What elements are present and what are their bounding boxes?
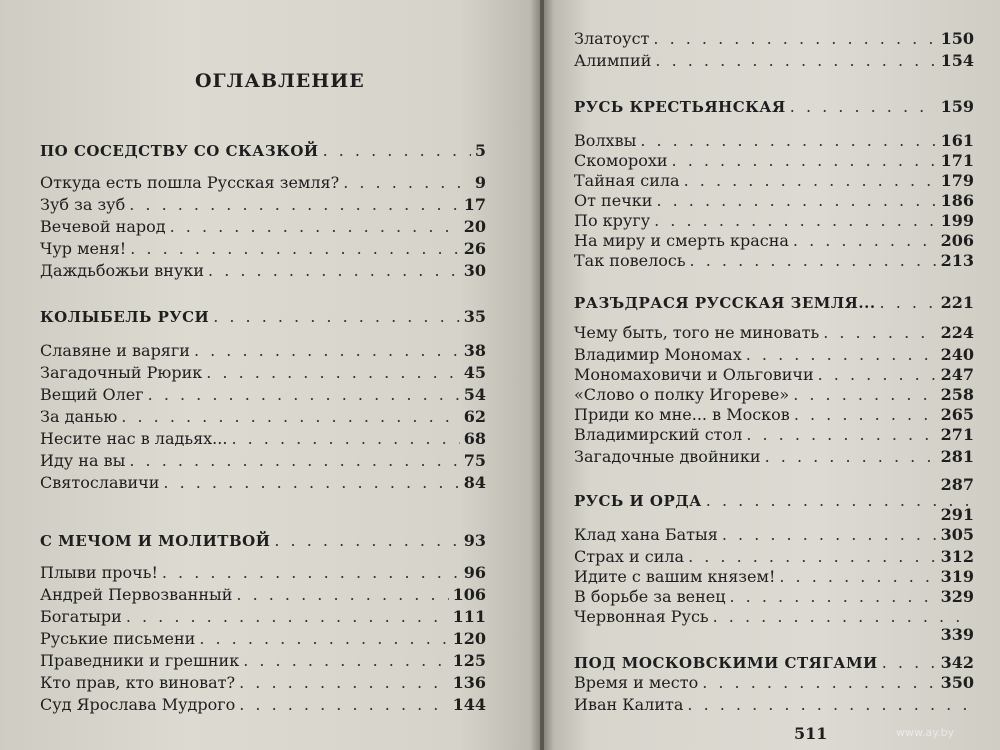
toc-entry-label: Суд Ярослава Мудрого bbox=[40, 695, 236, 714]
toc-section-row bbox=[574, 292, 974, 314]
toc-page-number: 9 bbox=[474, 173, 486, 192]
toc-entry-label: Славяне и варяги bbox=[40, 341, 190, 360]
toc-entry-row bbox=[574, 364, 974, 386]
toc-entry-label: Скоморохи bbox=[574, 151, 668, 170]
toc-entry-row bbox=[574, 28, 974, 50]
toc-entry-row bbox=[40, 584, 486, 606]
toc-entry-label: Святославичи bbox=[40, 473, 160, 492]
dot-leader bbox=[194, 340, 460, 362]
toc-page-number: 213 bbox=[940, 251, 974, 270]
toc-entry-label: Тайная сила bbox=[574, 171, 680, 190]
toc-entry-row bbox=[574, 130, 974, 152]
toc-entry-row bbox=[574, 344, 974, 366]
toc-entry-row bbox=[40, 260, 486, 282]
toc-page-number: 350 bbox=[940, 673, 974, 692]
toc-page-number: 305 bbox=[940, 525, 974, 544]
toc-page-number: 258 bbox=[940, 385, 974, 404]
toc-page-number: 291 bbox=[940, 505, 974, 524]
toc-entry-label: В борьбе за венец bbox=[574, 587, 726, 606]
toc-entry-row bbox=[40, 194, 486, 216]
toc-entry-label: Владимирский стол bbox=[574, 425, 743, 444]
dot-leader bbox=[129, 450, 459, 472]
watermark: www.ay.by bbox=[896, 726, 955, 739]
toc-entry-label: Руськие письмени bbox=[40, 629, 196, 648]
toc-entry-label: Страх и сила bbox=[574, 547, 685, 566]
dot-leader bbox=[343, 172, 471, 194]
toc-entry-row bbox=[574, 672, 974, 694]
dot-leader bbox=[655, 50, 936, 72]
toc-entry-row bbox=[40, 428, 486, 450]
toc-entry-row bbox=[40, 628, 486, 650]
toc-page-number: 265 bbox=[940, 405, 974, 424]
dot-leader bbox=[653, 28, 936, 50]
toc-page-number: 75 bbox=[463, 451, 486, 470]
toc-page-number: 17 bbox=[463, 195, 486, 214]
toc-entry-label: Вечевой народ bbox=[40, 217, 166, 236]
toc-entry-label: Зуб за зуб bbox=[40, 195, 126, 214]
toc-page-number: 30 bbox=[463, 261, 486, 280]
dot-leader bbox=[722, 524, 937, 546]
dot-leader bbox=[746, 344, 937, 366]
toc-page-number: 96 bbox=[463, 563, 486, 582]
page-number: 511 bbox=[794, 724, 828, 743]
toc-page-number: 161 bbox=[940, 131, 974, 150]
dot-leader bbox=[793, 230, 937, 252]
toc-entry-label: Златоуст bbox=[574, 29, 650, 48]
toc-page-number: 312 bbox=[940, 547, 974, 566]
toc-entry-row bbox=[574, 150, 974, 172]
toc-page-number: 20 bbox=[463, 217, 486, 236]
dot-leader bbox=[779, 566, 936, 588]
toc-page-number: 5 bbox=[474, 141, 486, 160]
toc-page-number: 281 bbox=[940, 447, 974, 466]
toc-entry-label: Даждьбожьи внуки bbox=[40, 261, 205, 280]
dot-leader bbox=[213, 306, 460, 328]
dot-leader bbox=[231, 428, 459, 450]
toc-page-number: 35 bbox=[463, 307, 486, 326]
dot-leader bbox=[790, 96, 937, 118]
toc-entry-label: РАЗЪДРАСЯ РУССКАЯ ЗЕМЛЯ... bbox=[574, 294, 876, 312]
toc-entry-label: Приди ко мне... в Москов bbox=[574, 405, 790, 424]
dot-leader bbox=[130, 238, 460, 260]
toc-entry-label: Вещий Олег bbox=[40, 385, 144, 404]
toc-page-number: 287 bbox=[940, 475, 974, 494]
dot-leader bbox=[672, 150, 937, 172]
toc-entry-label: Богатыри bbox=[40, 607, 122, 626]
toc-entry-row bbox=[574, 250, 974, 272]
dot-leader bbox=[206, 362, 459, 384]
toc-entry-label: Время и место bbox=[574, 673, 699, 692]
toc-entry-row bbox=[40, 672, 486, 694]
dot-leader bbox=[687, 694, 970, 716]
toc-entry-row bbox=[574, 424, 974, 446]
toc-page-number: 68 bbox=[463, 429, 486, 448]
toc-entry-row bbox=[574, 446, 974, 468]
dot-leader bbox=[148, 384, 460, 406]
toc-entry-row bbox=[574, 566, 974, 588]
dot-leader bbox=[129, 194, 460, 216]
toc-entry-label: ПО СОСЕДСТВУ СО СКАЗКОЙ bbox=[40, 142, 319, 160]
toc-entry-row bbox=[574, 586, 974, 608]
toc-entry-row bbox=[574, 322, 974, 344]
dot-leader bbox=[730, 586, 937, 608]
dot-leader bbox=[126, 606, 449, 628]
toc-page-number: 62 bbox=[463, 407, 486, 426]
toc-entry-label: Андрей Первозванный bbox=[40, 585, 233, 604]
toc-entry-label: Клад хана Батыя bbox=[574, 525, 718, 544]
dot-leader bbox=[684, 170, 937, 192]
toc-entry-row bbox=[574, 624, 974, 646]
toc-page-number: 171 bbox=[940, 151, 974, 170]
toc-entry-row bbox=[40, 562, 486, 584]
toc-page-number: 224 bbox=[940, 323, 974, 342]
toc-entry-label: Алимпий bbox=[574, 51, 652, 70]
toc-entry-row bbox=[574, 524, 974, 546]
toc-entry-label: Загадочные двойники bbox=[574, 447, 761, 466]
toc-entry-row bbox=[574, 230, 974, 252]
toc-page-number: 136 bbox=[452, 673, 486, 692]
toc-entry-label: РУСЬ КРЕСТЬЯНСКАЯ bbox=[574, 98, 786, 116]
toc-entry-label: Иду на вы bbox=[40, 451, 126, 470]
toc-entry-label: Кто прав, кто виноват? bbox=[40, 673, 236, 692]
toc-page-number: 329 bbox=[940, 587, 974, 606]
toc-page-number: 93 bbox=[463, 531, 486, 550]
toc-entry-label: Владимир Мономах bbox=[574, 345, 742, 364]
dot-leader bbox=[239, 672, 449, 694]
dot-leader bbox=[239, 694, 448, 716]
dot-leader bbox=[640, 130, 936, 152]
toc-entry-row bbox=[574, 384, 974, 406]
toc-entry-row bbox=[40, 472, 486, 494]
toc-entry-row bbox=[40, 216, 486, 238]
toc-page-number: 240 bbox=[940, 345, 974, 364]
dot-leader bbox=[690, 250, 937, 272]
dot-leader bbox=[121, 406, 459, 428]
toc-page-number: 319 bbox=[940, 567, 974, 586]
dot-leader bbox=[163, 472, 459, 494]
toc-section-row bbox=[574, 652, 974, 674]
dot-leader bbox=[208, 260, 460, 282]
toc-page-number: 221 bbox=[940, 293, 974, 312]
toc-page-number: 38 bbox=[463, 341, 486, 360]
toc-page-number: 84 bbox=[463, 473, 486, 492]
toc-entry-label: ПОД МОСКОВСКИМИ СТЯГАМИ bbox=[574, 654, 878, 672]
dot-leader bbox=[746, 424, 936, 446]
toc-page-number: 26 bbox=[463, 239, 486, 258]
toc-entry-label: От печки bbox=[574, 191, 653, 210]
dot-leader bbox=[793, 384, 936, 406]
toc-entry-label: Идите с вашим князем! bbox=[574, 567, 776, 586]
dot-leader bbox=[170, 216, 460, 238]
dot-leader bbox=[823, 322, 936, 344]
toc-entry-label: С МЕЧОМ И МОЛИТВОЙ bbox=[40, 532, 271, 550]
toc-page-number: 271 bbox=[940, 425, 974, 444]
dot-leader bbox=[765, 446, 937, 468]
toc-entry-row bbox=[574, 694, 974, 716]
toc-entry-row bbox=[40, 606, 486, 628]
toc-entry-label: Мономаховичи и Ольговичи bbox=[574, 365, 814, 384]
toc-page-number: 186 bbox=[940, 191, 974, 210]
toc-page-number: 45 bbox=[463, 363, 486, 382]
dot-leader bbox=[199, 628, 448, 650]
dot-leader bbox=[688, 546, 937, 568]
toc-page-number: 150 bbox=[940, 29, 974, 48]
dot-leader bbox=[162, 562, 460, 584]
toc-entry-row bbox=[574, 170, 974, 192]
toc-entry-label: Плыви прочь! bbox=[40, 563, 158, 582]
dot-leader bbox=[654, 210, 936, 232]
toc-page-number: 247 bbox=[940, 365, 974, 384]
toc-entry-row bbox=[40, 172, 486, 194]
toc-entry-row bbox=[40, 362, 486, 384]
dot-leader bbox=[656, 190, 936, 212]
toc-entry-row bbox=[574, 504, 974, 526]
toc-entry-row bbox=[40, 406, 486, 428]
toc-page-number: 106 bbox=[452, 585, 486, 604]
toc-entry-row bbox=[40, 384, 486, 406]
toc-entry-row bbox=[40, 650, 486, 672]
toc-page-number: 199 bbox=[940, 211, 974, 230]
toc-entry-row bbox=[574, 404, 974, 426]
dot-leader bbox=[236, 584, 448, 606]
toc-page-number: 342 bbox=[940, 653, 974, 672]
dot-leader bbox=[818, 364, 937, 386]
toc-entry-label: За данью bbox=[40, 407, 118, 426]
book-gutter bbox=[530, 0, 554, 750]
toc-page-number: 111 bbox=[452, 607, 486, 626]
toc-section-row bbox=[40, 306, 486, 328]
toc-entry-row bbox=[40, 340, 486, 362]
dot-leader bbox=[323, 140, 471, 162]
toc-entry-row bbox=[40, 450, 486, 472]
toc-entry-label: Иван Калита bbox=[574, 695, 684, 714]
toc-entry-row bbox=[574, 190, 974, 212]
toc-title: ОГЛАВЛЕНИЕ bbox=[195, 70, 365, 92]
toc-entry-label: Волхвы bbox=[574, 131, 637, 150]
toc-page-number: 120 bbox=[452, 629, 486, 648]
toc-section-row bbox=[40, 530, 486, 552]
dot-leader bbox=[882, 652, 937, 674]
dot-leader bbox=[243, 650, 448, 672]
toc-page-number: 125 bbox=[452, 651, 486, 670]
toc-entry-row bbox=[574, 210, 974, 232]
dot-leader bbox=[274, 530, 459, 552]
toc-entry-label: Праведники и грешник bbox=[40, 651, 240, 670]
toc-section-row bbox=[574, 96, 974, 118]
toc-entry-label: РУСЬ И ОРДА bbox=[574, 492, 702, 510]
toc-entry-label: «Слово о полку Игореве» bbox=[574, 385, 790, 404]
toc-page-number: 159 bbox=[940, 97, 974, 116]
dot-leader bbox=[880, 292, 937, 314]
toc-page-number: 154 bbox=[940, 51, 974, 70]
toc-page-number: 144 bbox=[452, 695, 486, 714]
toc-entry-label: КОЛЫБЕЛЬ РУСИ bbox=[40, 308, 210, 326]
toc-entry-label: Несите нас в ладьях... bbox=[40, 429, 228, 448]
toc-entry-row bbox=[574, 50, 974, 72]
toc-entry-label: Загадочный Рюрик bbox=[40, 363, 203, 382]
dot-leader bbox=[702, 672, 936, 694]
dot-leader bbox=[794, 404, 937, 426]
toc-page-number: 339 bbox=[940, 625, 974, 644]
toc-section-row bbox=[40, 140, 486, 162]
toc-entry-row bbox=[40, 694, 486, 716]
toc-entry-label: На миру и смерть красна bbox=[574, 231, 789, 250]
toc-entry-row bbox=[40, 238, 486, 260]
toc-entry-label: Чур меня! bbox=[40, 239, 127, 258]
toc-page-number: 206 bbox=[940, 231, 974, 250]
toc-page-number: 179 bbox=[940, 171, 974, 190]
toc-page-number: 54 bbox=[463, 385, 486, 404]
toc-entry-row bbox=[574, 546, 974, 568]
right-page bbox=[544, 0, 1000, 750]
toc-entry-label: По кругу bbox=[574, 211, 651, 230]
toc-entry-label: Откуда есть пошла Русская земля? bbox=[40, 173, 340, 192]
toc-entry-label: Червонная Русь bbox=[574, 607, 709, 626]
toc-entry-label: Чему быть, того не миновать bbox=[574, 323, 820, 342]
toc-entry-label: Так повелось bbox=[574, 251, 686, 270]
